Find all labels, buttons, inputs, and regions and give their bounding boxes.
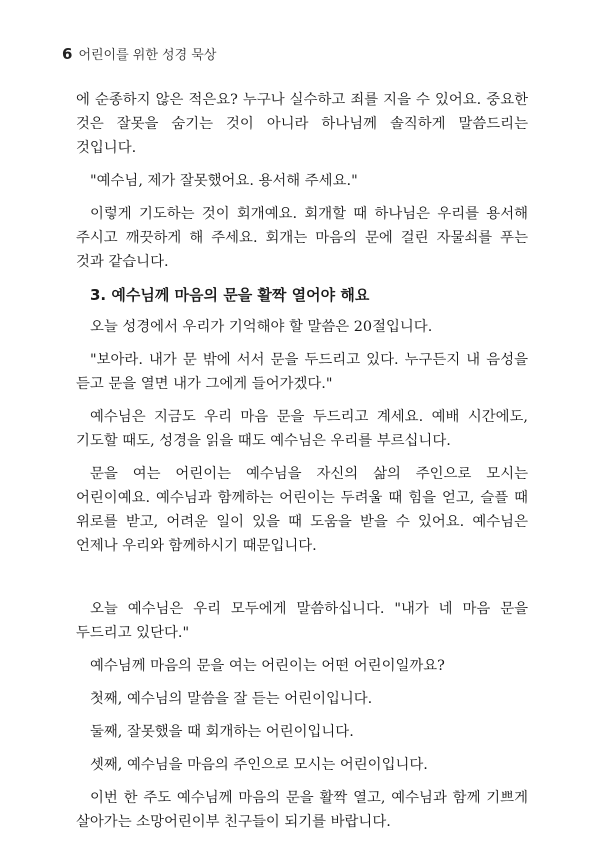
prayer-quote: "예수님, 제가 잘못했어요. 용서해 주세요." [90,173,358,189]
paragraph: 이렇게 기도하는 것이 회개예요. 회개할 때 하나님은 우리를 용서해 주시고 깨끗하게 해 주세요. 회개는 마음의 문에 걸린 자물쇠를 푸는 것과 같습니다. [76,206,528,270]
book-title: 어린이를 위한 성경 묵상 [78,48,217,63]
body-text [76,88,528,843]
list-item: 첫째, 예수님의 말씀을 잘 듣는 어린이입니다. [90,691,373,707]
running-header [62,44,216,63]
list-item: 둘째, 잘못했을 때 회개하는 어린이입니다. [90,724,354,740]
paragraph: 오늘 예수님은 우리 모두에게 말씀하십니다. "내가 네 마음 문을 두드리고 있단다." [76,601,528,641]
paragraph: 예수님은 지금도 우리 마음 문을 두드리고 계세요. 예배 시간에도, 기도할 때도, 성경을 읽을 때도 예수님은 우리를 부르십니다. [76,409,528,449]
paragraph: 예수님께 마음의 문을 여는 어린이는 어떤 어린이일까요? [90,658,445,674]
paragraph: 문을 여는 어린이는 예수님을 자신의 삶의 주인으로 모시는 어린이예요. 예수님과 함께하는 어린이는 두려울 때 힘을 얻고, 슬플 때 위로를 받고, 어려운 일이 있을 때 도움을 받을 수 있어요. 예수님은 언제나 우리와 함께하시기 때문입니다. [76,466,528,554]
paragraph: 오늘 성경에서 우리가 기억해야 할 말씀은 20절입니다. [90,319,433,335]
section-heading: 3. 예수님께 마음의 문을 활짝 열어야 해요 [90,286,370,304]
paragraph: 이번 한 주도 예수님께 마음의 문을 활짝 열고, 예수님과 함께 기쁘게 살아가는 소망어린이부 친구들이 되기를 바랍니다. [76,790,528,830]
section-gap [76,567,528,597]
page-number: 6 [62,45,73,63]
paragraph: 에 순종하지 않은 적은요? 누구나 실수하고 죄를 지을 수 있어요. 중요한 것은 잘못을 숨기는 것이 아니라 하나님께 솔직하게 말씀드리는 것입니다. [76,92,528,156]
list-item: 셋째, 예수님을 마음의 주인으로 모시는 어린이입니다. [90,757,428,773]
scripture-quote: "보아라. 내가 문 밖에 서서 문을 두드리고 있다. 누구든지 내 음성을 듣고 문을 열면 내가 그에게 들어가겠다." [76,352,528,392]
